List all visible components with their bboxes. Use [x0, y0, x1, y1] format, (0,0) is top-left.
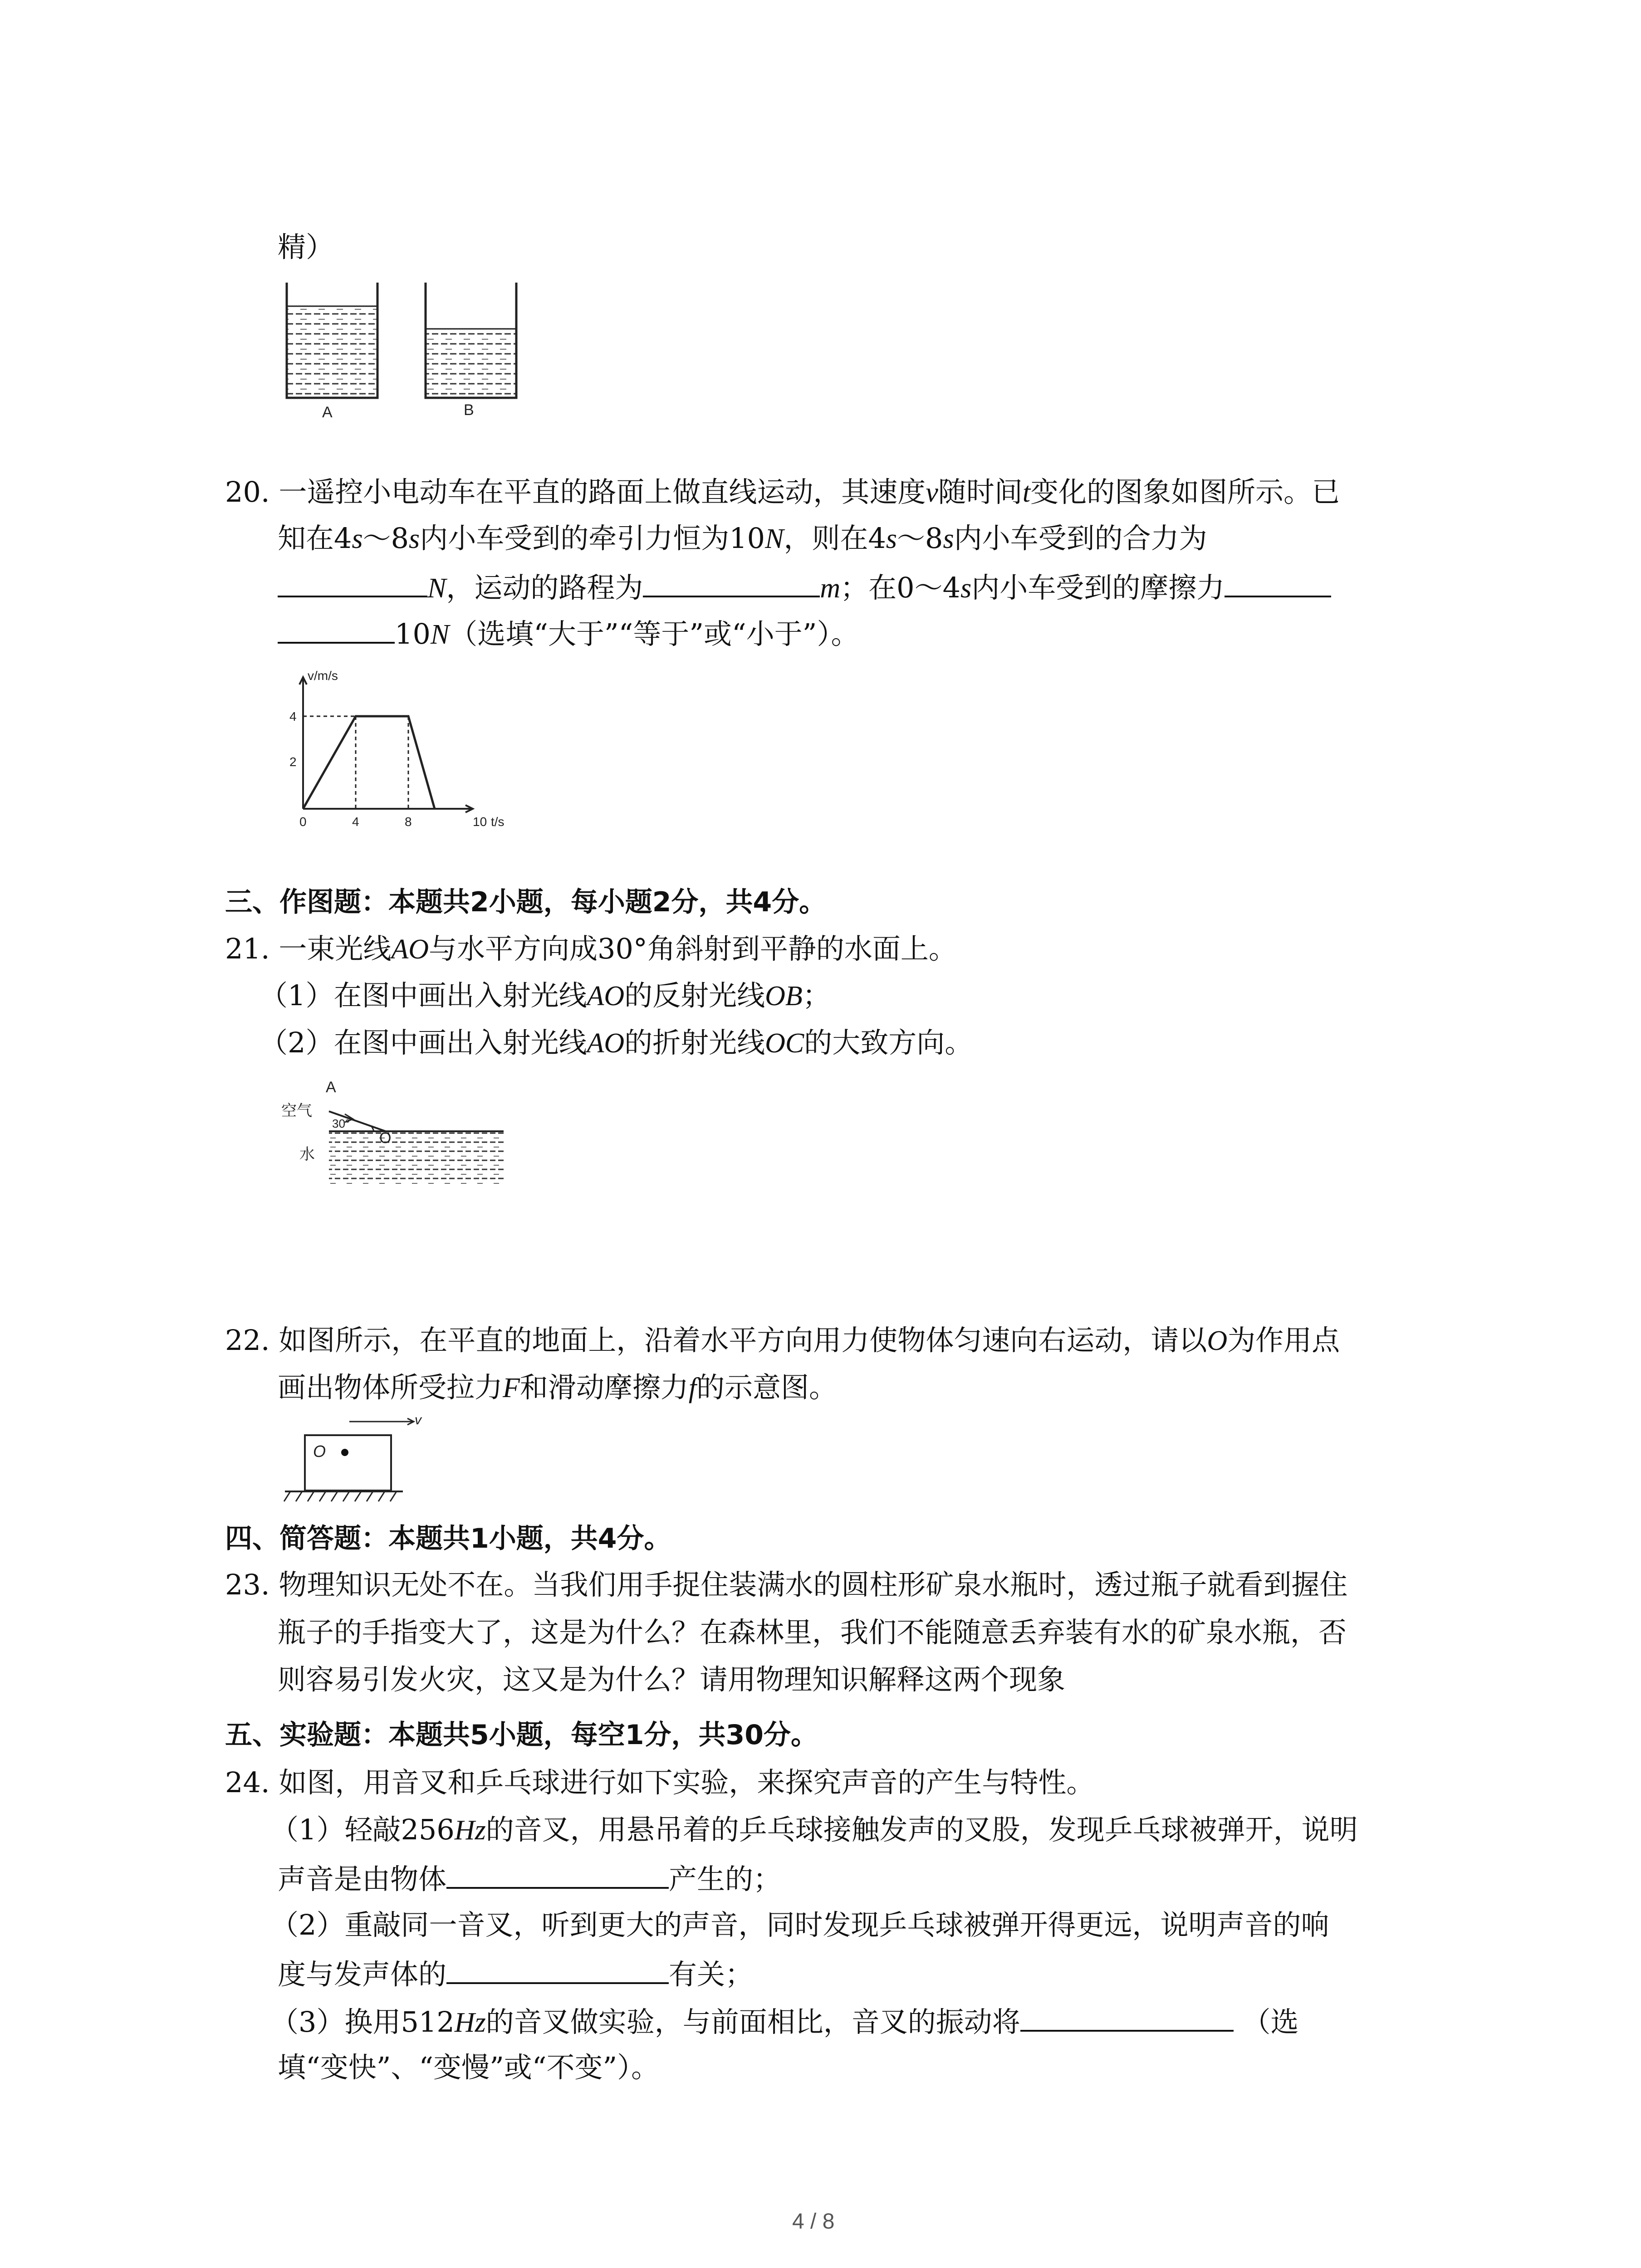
answer-blank[interactable]: [1020, 2004, 1234, 2032]
light-refraction-figure: [277, 1074, 531, 1192]
q24-line-3: 声音是由物体 产生的；: [278, 1861, 781, 1896]
q24-line-5: 度与发声体的 有关；: [278, 1956, 753, 1991]
x-tick-label: 0: [299, 815, 307, 829]
x-tick-label: 8: [405, 815, 412, 829]
beaker-a-label: A: [322, 404, 333, 421]
point-o-label: O: [313, 1442, 326, 1461]
q23-line-2: 瓶子的手指变大了，这是为什么？在森林里，我们不能随意丢弃装有水的矿泉水瓶，否: [278, 1616, 1347, 1649]
q21-number: 21.: [225, 932, 270, 965]
q21-line-2: （1）在图中画出入射光线AO的反射光线OB；: [260, 979, 831, 1012]
q22-line-2: 画出物体所受拉力F和滑动摩擦力f的示意图。: [278, 1371, 838, 1404]
action-point: [341, 1449, 348, 1456]
q20-number: 20.: [225, 475, 270, 508]
water-region: [329, 1132, 504, 1187]
q24-line-6: （3）换用512Hz的音叉做实验，与前面相比，音叉的振动将 （选: [270, 2004, 1298, 2039]
y-tick-label: 2: [289, 755, 297, 769]
q23-line-1: 23. 物理知识无处不在。当我们用手捉住装满水的圆柱形矿泉水瓶时，透过瓶子就看到握住: [225, 1568, 1348, 1601]
q20-line-1: 20. 一遥控小电动车在平直的路面上做直线运动，其速度v随时间t变化的图象如图所示。已: [225, 475, 1340, 508]
x-axis-label: t/s: [491, 815, 505, 829]
velocity-curve: [303, 716, 435, 809]
answer-blank[interactable]: [278, 569, 427, 597]
answer-blank[interactable]: [278, 616, 395, 644]
section-heading-short-answer: 四、简答题：本题共1小题，共4分。: [225, 1523, 671, 1554]
q23-line-3: 则容易引发火灾，这又是为什么？请用物理知识解释这两个现象: [278, 1663, 1066, 1696]
angle-label: 30°: [332, 1117, 350, 1130]
ground-hatching: [284, 1491, 397, 1501]
point-a-label: A: [326, 1079, 336, 1096]
y-axis-label: v/m/s: [308, 669, 338, 683]
x-tick-label: 4: [352, 815, 359, 829]
page-number: 4 / 8: [792, 2209, 835, 2234]
q20-line-2: 知在4s～8s内小车受到的牵引力恒为10N，则在4s～8s内小车受到的合力为: [278, 522, 1207, 555]
y-tick-label: 4: [289, 709, 297, 723]
point-o-label: O: [379, 1129, 392, 1147]
continued-text-fragment: 精）: [278, 230, 334, 264]
section-heading-experiment: 五、实验题：本题共5小题，每空1分，共30分。: [225, 1719, 818, 1751]
x-tick-label: 10: [473, 815, 487, 829]
section-heading-drawing: 三、作图题：本题共2小题，每小题2分，共4分。: [225, 886, 827, 918]
q24-line-4: （2）重敲同一音叉，听到更大的声音，同时发现乒乓球被弹开得更远，说明声音的响: [270, 1908, 1329, 1941]
q24-number: 24.: [225, 1766, 270, 1799]
q24-line-7: 填“变快”、“变慢”或“不变”）。: [278, 2051, 660, 2084]
answer-blank[interactable]: [1225, 569, 1331, 597]
q22-number: 22.: [225, 1324, 270, 1357]
beaker-b-label: B: [464, 401, 474, 419]
beaker-a: [287, 283, 377, 398]
q20-line-3: N，运动的路程为 m；在0～4s内小车受到的摩擦力: [278, 569, 1331, 605]
beakers-figure: [277, 279, 567, 469]
velocity-time-graph: [281, 669, 535, 828]
q23-number: 23.: [225, 1568, 270, 1601]
q22-line-1: 22. 如图所示，在平直的地面上，沿着水平方向用力使物体匀速向右运动，请以O为作用点: [225, 1324, 1340, 1357]
velocity-label: v: [415, 1413, 421, 1427]
air-label: 空气: [281, 1102, 312, 1119]
q21-line-3: （2）在图中画出入射光线AO的折射光线OC的大致方向。: [260, 1026, 973, 1059]
answer-blank[interactable]: [446, 1861, 669, 1889]
q24-line-1: 24. 如图，用音叉和乒乓球进行如下实验，来探究声音的产生与特性。: [225, 1766, 1095, 1799]
q24-line-2: （1）轻敲256Hz的音叉，用悬吊着的乒乓球接触发声的叉股，发现乒乓球被弹开，说明: [270, 1813, 1358, 1846]
answer-blank[interactable]: [643, 569, 820, 597]
answer-blank[interactable]: [446, 1956, 669, 1984]
q21-line-1: 21. 一束光线AO与水平方向成30°角斜射到平静的水面上。: [225, 932, 957, 965]
block-on-ground-figure: [277, 1402, 467, 1510]
q20-line-4: 10N（选填“大于”“等于”或“小于”）。: [278, 616, 859, 651]
water-label: 水: [299, 1146, 315, 1163]
beaker-b: [426, 283, 516, 398]
